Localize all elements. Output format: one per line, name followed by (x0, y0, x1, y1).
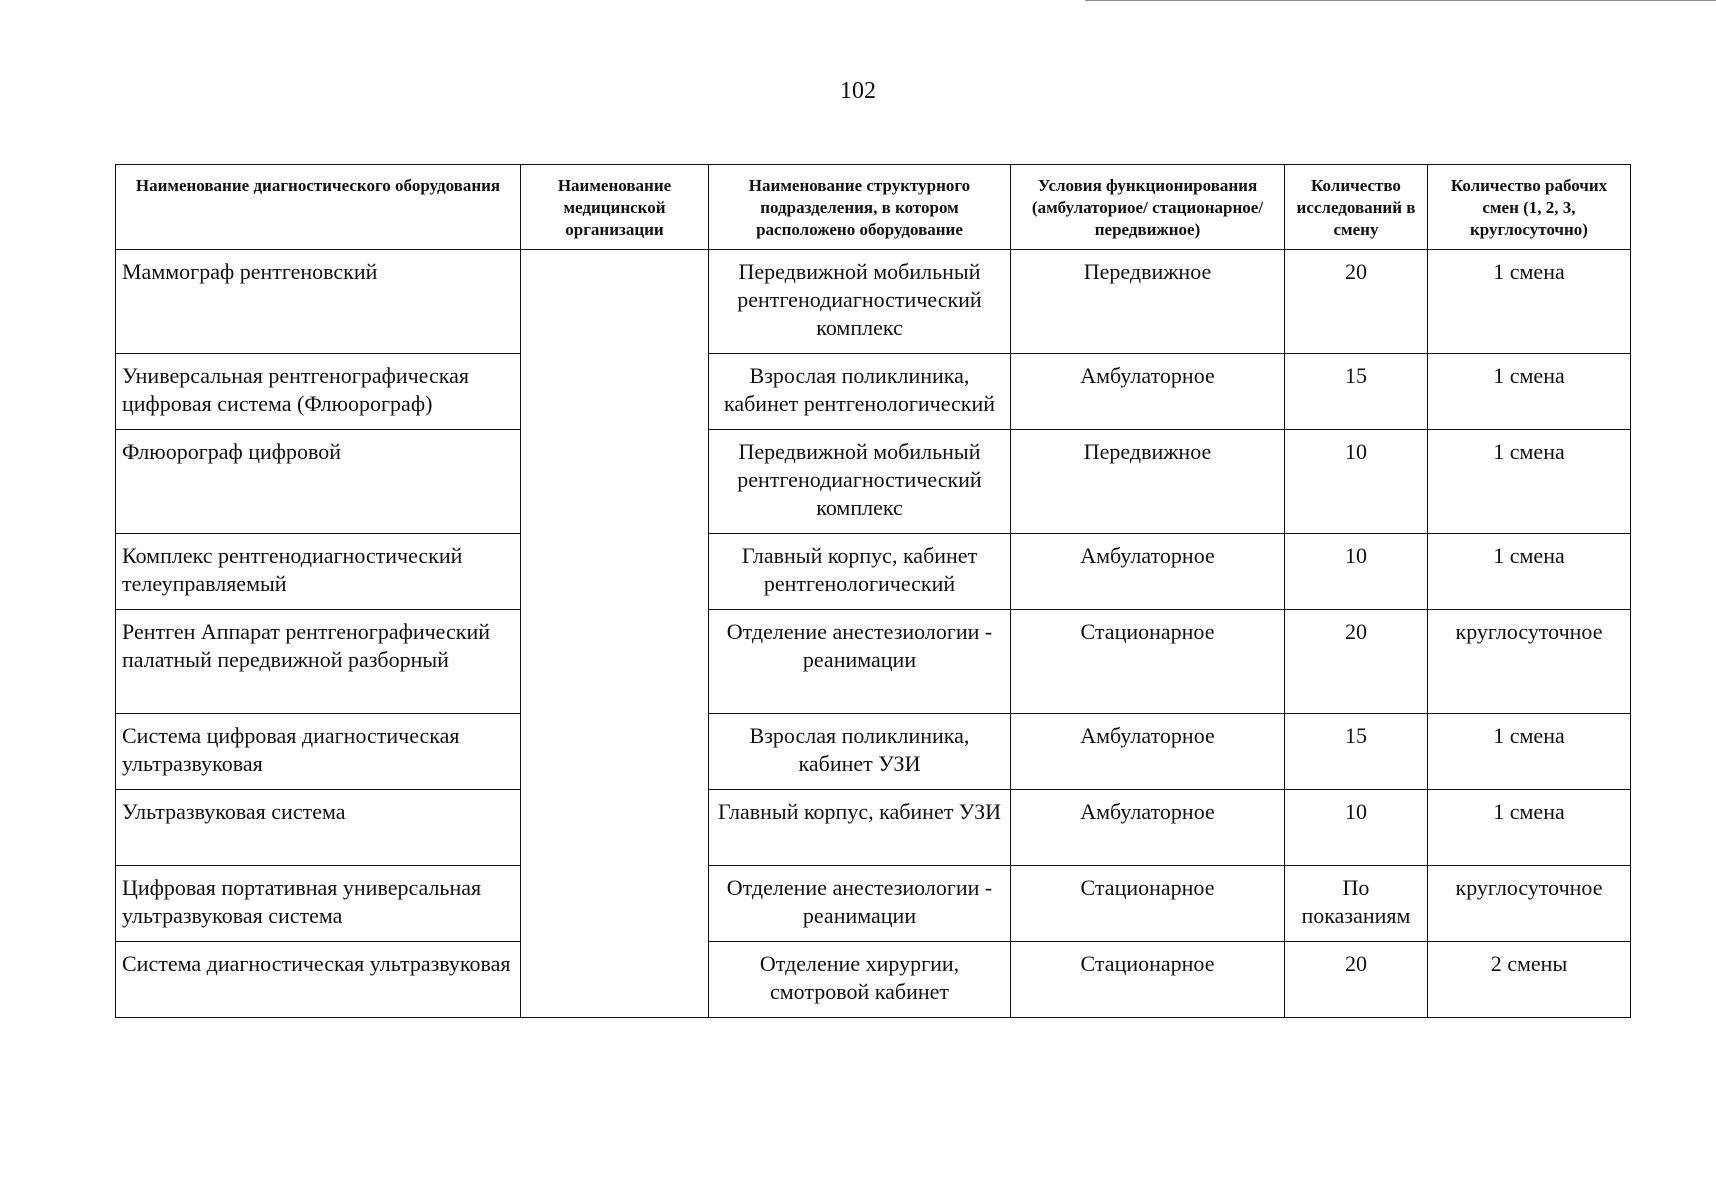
count-cell: 10 (1285, 790, 1428, 866)
count-cell: 15 (1285, 354, 1428, 430)
unit-cell: Взрослая поликлиника, кабинет УЗИ (709, 714, 1011, 790)
top-edge-line (1085, 0, 1716, 1)
equipment-cell: Флюорограф цифровой (116, 430, 521, 534)
header-organization: Наименование медицинской организации (521, 165, 709, 250)
table-row (116, 534, 1631, 610)
page-number: 102 (840, 78, 876, 104)
shifts-cell: 1 смена (1428, 714, 1631, 790)
count-cell: 20 (1285, 942, 1428, 1018)
equipment-cell: Система цифровая диагностическая ультразвуковая (116, 714, 521, 790)
conditions-cell: Стационарное (1011, 866, 1285, 942)
shifts-cell: 1 смена (1428, 354, 1631, 430)
count-cell: 20 (1285, 250, 1428, 354)
shifts-cell: круглосуточное (1428, 610, 1631, 714)
unit-cell: Главный корпус, кабинет рентгенологический (709, 534, 1011, 610)
header-unit: Наименование структурного подразделения, в котором расположено оборудование (709, 165, 1011, 250)
table-header-row (116, 165, 1631, 250)
shifts-cell: 1 смена (1428, 790, 1631, 866)
shifts-cell: 2 смены (1428, 942, 1631, 1018)
header-conditions: Условия функционирования (амбулаториое/ стационарное/передвижное) (1011, 165, 1285, 250)
equipment-cell: Система диагностическая ультразвуковая (116, 942, 521, 1018)
table-row (116, 714, 1631, 790)
unit-cell: Отделение хирургии, смотровой кабинет (709, 942, 1011, 1018)
table-row (116, 610, 1631, 714)
header-count: Количество исследований в смену (1285, 165, 1428, 250)
shifts-cell: 1 смена (1428, 430, 1631, 534)
unit-cell: Передвижной мобильный рентгенодиагностический комплекс (709, 250, 1011, 354)
conditions-cell: Амбулаторное (1011, 534, 1285, 610)
conditions-cell: Амбулаторное (1011, 354, 1285, 430)
count-cell: 15 (1285, 714, 1428, 790)
unit-cell: Взрослая поликлиника, кабинет рентгенологический (709, 354, 1011, 430)
table-row (116, 354, 1631, 430)
table-row (116, 250, 1631, 354)
count-cell: 10 (1285, 430, 1428, 534)
equipment-cell: Маммограф рентгеновский (116, 250, 521, 354)
equipment-cell: Комплекс рентгенодиагностический телеуправляемый (116, 534, 521, 610)
unit-cell: Передвижной мобильный рентгенодиагностический комплекс (709, 430, 1011, 534)
count-cell: 20 (1285, 610, 1428, 714)
header-equipment: Наименование диагностического оборудования (116, 165, 521, 250)
equipment-cell: Универсальная рентгенографическая цифровая система (Флюорограф) (116, 354, 521, 430)
organization-cell (521, 250, 709, 1018)
table-row (116, 790, 1631, 866)
conditions-cell: Передвижное (1011, 250, 1285, 354)
equipment-cell: Рентген Аппарат рентгенографический палатный передвижной разборный (116, 610, 521, 714)
shifts-cell: круглосуточное (1428, 866, 1631, 942)
unit-cell: Отделение анестезиологии - реанимации (709, 610, 1011, 714)
header-shifts: Количество рабочих смен (1, 2, 3, круглосуточно) (1428, 165, 1631, 250)
unit-cell: Главный корпус, кабинет УЗИ (709, 790, 1011, 866)
conditions-cell: Стационарное (1011, 610, 1285, 714)
shifts-cell: 1 смена (1428, 534, 1631, 610)
shifts-cell: 1 смена (1428, 250, 1631, 354)
equipment-cell: Ультразвуковая система (116, 790, 521, 866)
count-cell: 10 (1285, 534, 1428, 610)
table-row (116, 942, 1631, 1018)
conditions-cell: Передвижное (1011, 430, 1285, 534)
table-row (116, 430, 1631, 534)
table-row (116, 866, 1631, 942)
equipment-table (115, 164, 1631, 1018)
unit-cell: Отделение анестезиологии - реанимации (709, 866, 1011, 942)
count-cell: По показаниям (1285, 866, 1428, 942)
conditions-cell: Стационарное (1011, 942, 1285, 1018)
conditions-cell: Амбулаторное (1011, 790, 1285, 866)
equipment-cell: Цифровая портативная универсальная ультразвуковая система (116, 866, 521, 942)
conditions-cell: Амбулаторное (1011, 714, 1285, 790)
